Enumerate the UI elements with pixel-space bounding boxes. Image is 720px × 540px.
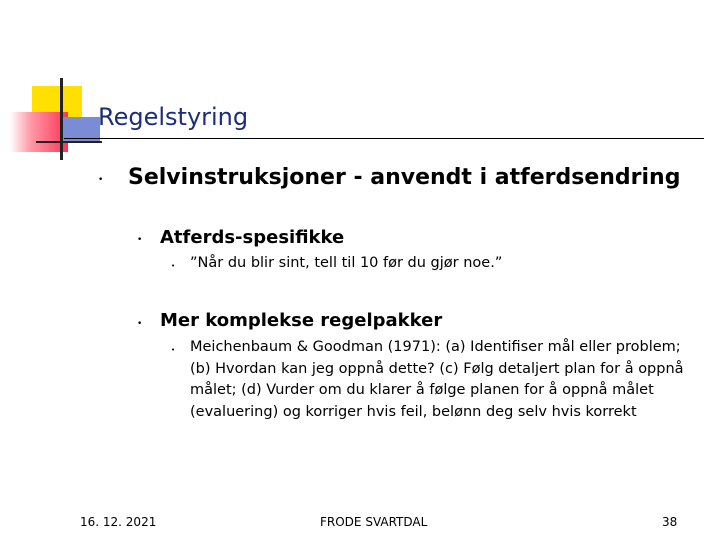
bullet-level2-icon: •: [137, 235, 143, 245]
bullet-level2-icon: •: [137, 319, 143, 329]
section-heading-1: Atferds-spesifikke: [160, 227, 345, 248]
footer-author: FRODE SVARTDAL: [320, 515, 428, 529]
section-detail-2: Meichenbaum & Goodman (1971): (a) Identifiser mål eller problem; (b) Hvordan kan jeg oppnå dette? (c) Følg detaljert plan for å oppnå målet; (d) Vurder om du klarer å følge planen for å oppnå målet (evaluering) og korriger hvis feil, belønn deg selv hvis korrekt: [190, 339, 684, 420]
corner-ornament: [0, 0, 130, 170]
slide-title: Regelstyring: [98, 103, 249, 131]
section-detail-1: ”Når du blir sint, tell til 10 før du gjør noe.”: [190, 255, 503, 271]
footer-page-number: 38: [662, 515, 678, 529]
bullet-level3-icon: •: [171, 346, 176, 354]
section-heading-2: Mer komplekse regelpakker: [160, 310, 443, 331]
ornament-vertical-line: [60, 78, 63, 160]
title-underline: [64, 138, 704, 139]
ornament-horizontal-line: [36, 141, 102, 143]
bullet-level3-icon: •: [171, 262, 176, 270]
bullet-level1-icon: •: [98, 175, 104, 185]
footer-date: 16. 12. 2021: [80, 515, 157, 529]
level1-text: Selvinstruksjoner - anvendt i atferdsendring: [128, 165, 681, 190]
